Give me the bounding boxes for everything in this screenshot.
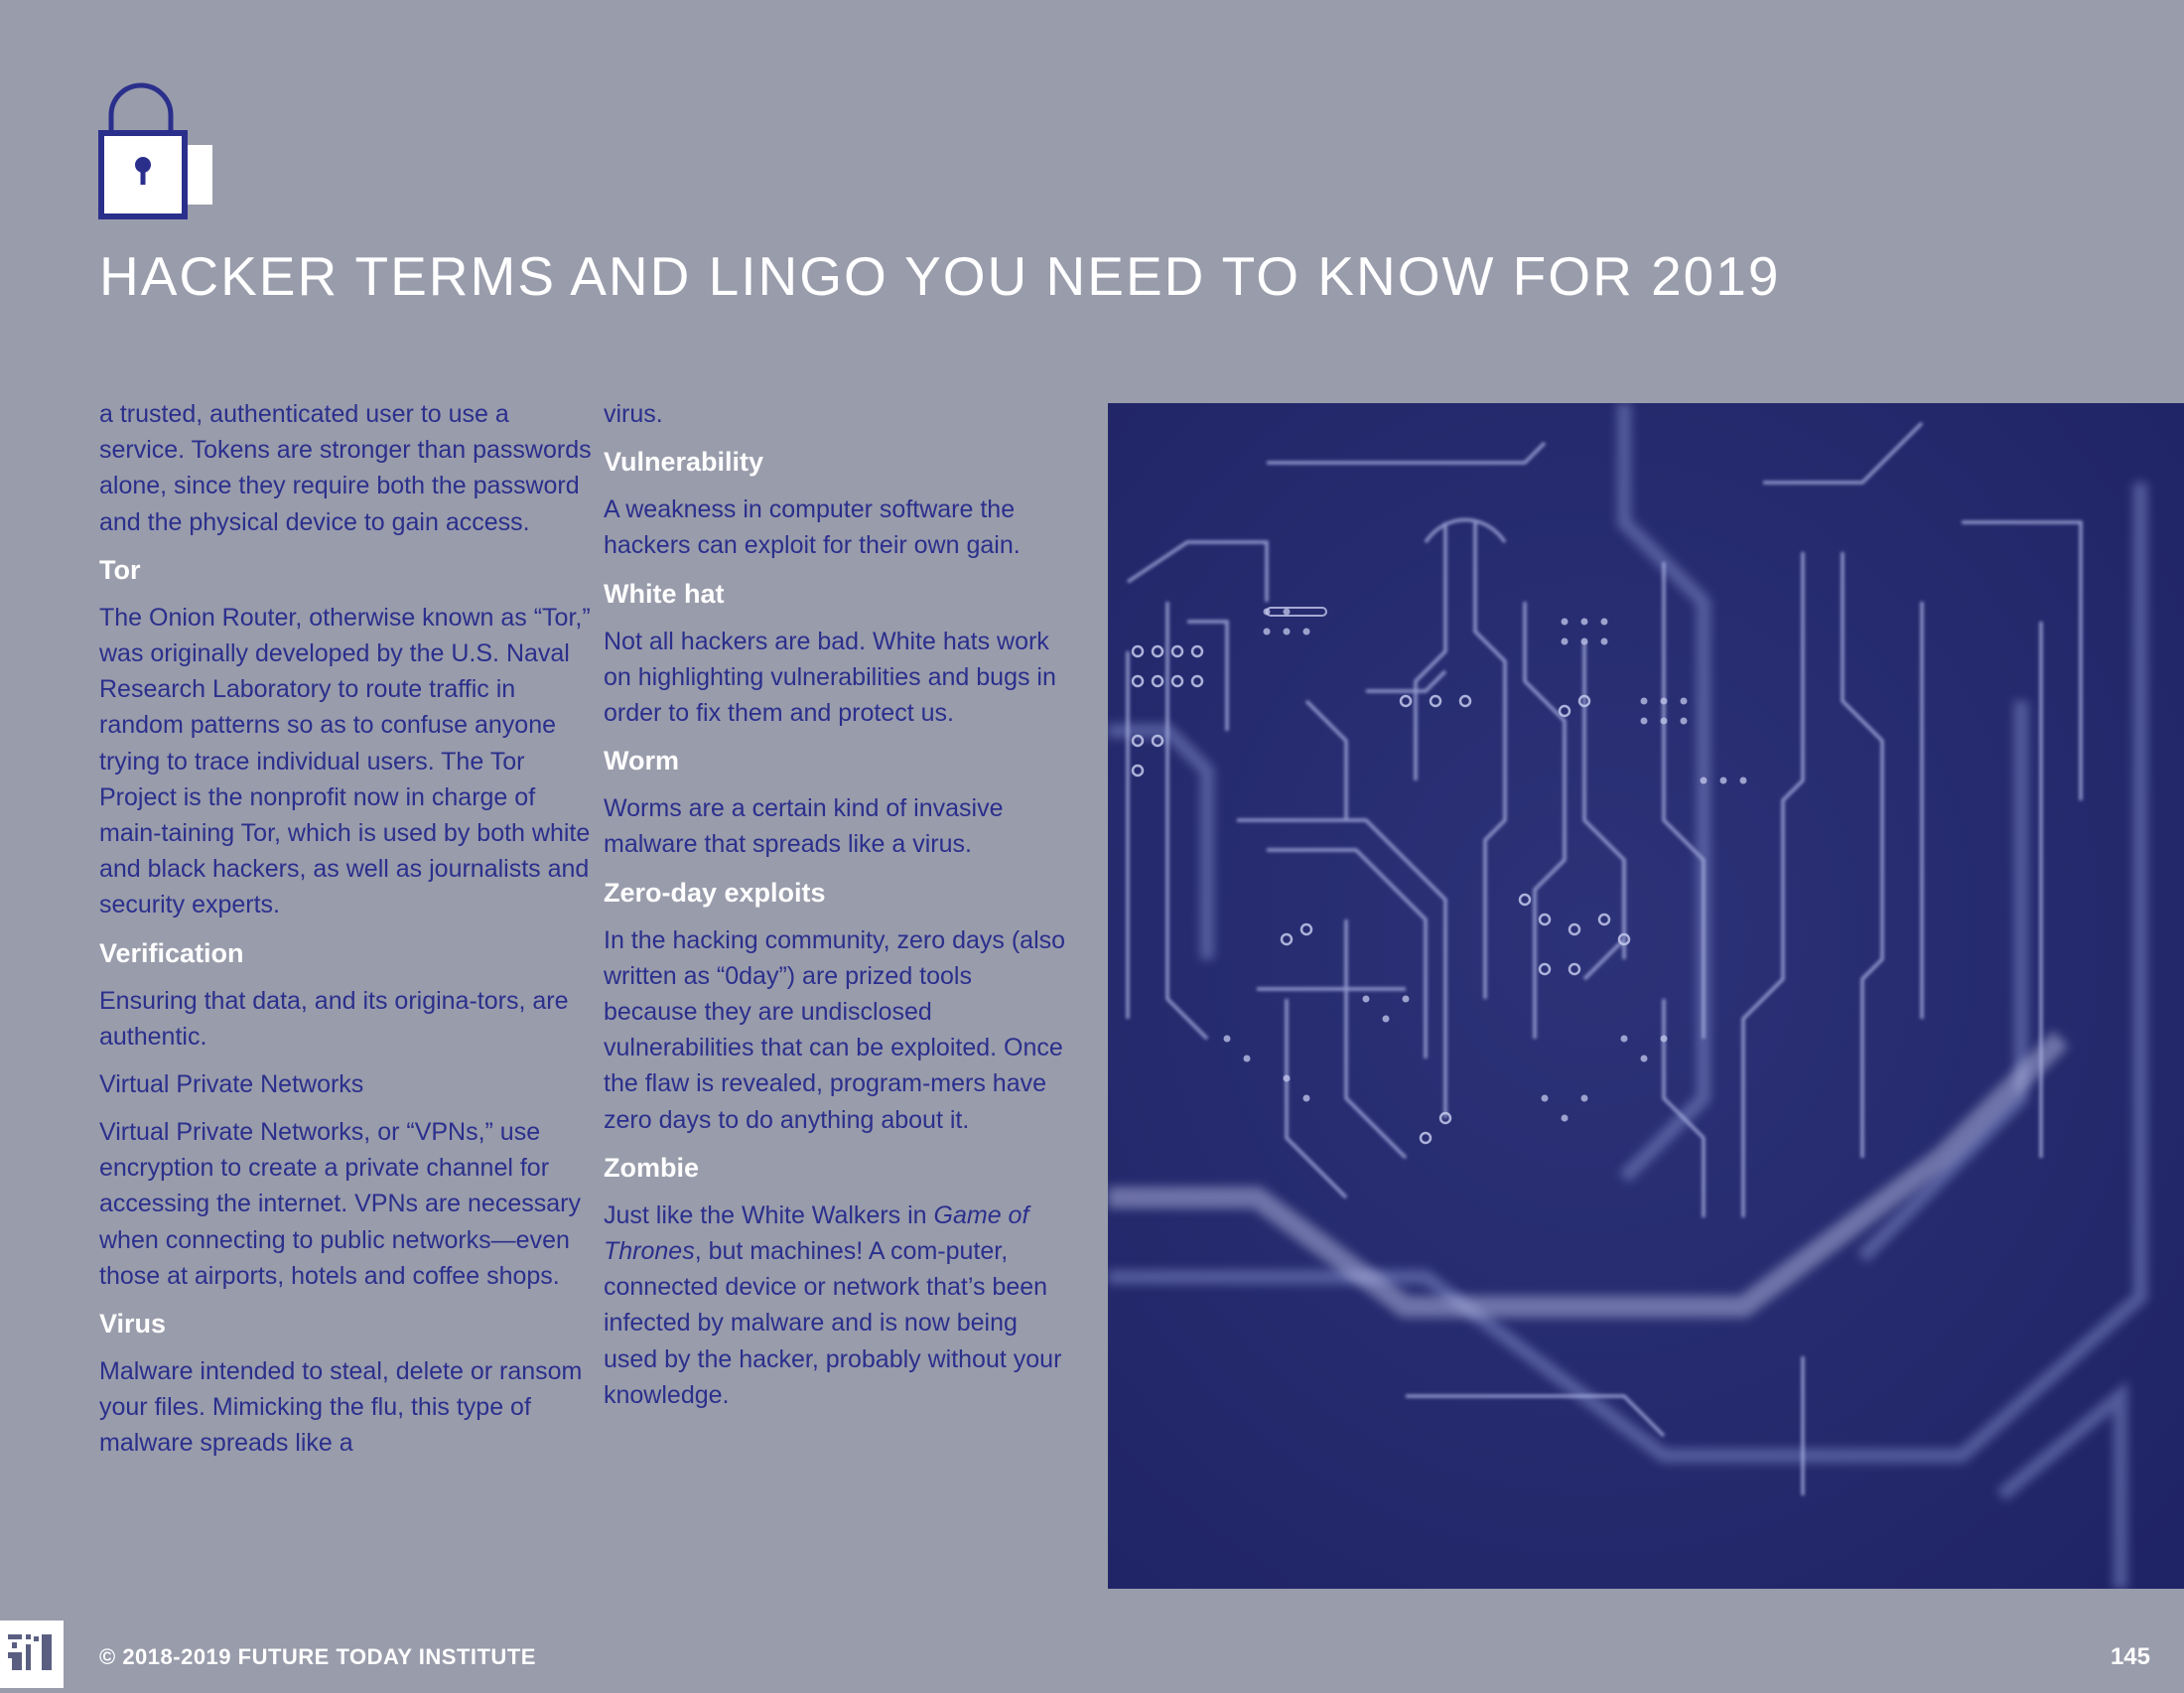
term-heading-tor: Tor (99, 554, 141, 585)
circuit-board-image (1108, 403, 2184, 1589)
token-continued-text: a trusted, authenticated user to use a service. Tokens are stronger than passwords alone, since they require both the password and the physical device to gain access. (99, 400, 592, 536)
term-body-vpn: Virtual Private Networks, or “VPNs,” use encryption to create a private channel for accessing the internet. VPNs are necessary when connecting to public networks—even those at airports, hotels and coffee shops. (99, 1118, 581, 1290)
text-column-1 (99, 396, 596, 1474)
term-body-vulnerability: A weakness in computer software the hackers can exploit for their own gain. (604, 495, 1021, 560)
term-heading-verification: Verification (99, 937, 244, 968)
term-body-verification: Ensuring that data, and its origina-tors, are authentic. (99, 986, 569, 1051)
fti-logo-icon (0, 1621, 64, 1688)
term-heading-zombie: Zombie (604, 1152, 700, 1183)
zombie-text-italic: Game of Thrones (604, 1200, 1029, 1266)
page-title: HACKER TERMS AND LINGO YOU NEED TO KNOW FOR 2019 (99, 245, 1781, 307)
text-column-2 (604, 396, 1070, 1425)
term-body-virus: Malware intended to steal, delete or ransom your files. Mimicking the flu, this type of malware spreads like a (99, 1357, 583, 1458)
virus-continued-text: virus. (604, 400, 663, 428)
term-heading-vpn: Virtual Private Networks (99, 1070, 364, 1099)
page-number: 145 (2110, 1643, 2150, 1670)
term-body-zero-day: In the hacking community, zero days (also written as “0day”) are prized tools because they are undisclosed vulnerabilities that can be exploited. Once the flaw is revealed, program-mers have zero days to do anything about it. (604, 925, 1066, 1134)
term-heading-white-hat: White hat (604, 578, 725, 609)
zombie-text-post: , but machines! A com-puter, connected device or network that’s been infected by malware and is now being used by the hacker, probably without your knowledge. (604, 1237, 1062, 1409)
footer-copyright: © 2018-2019 FUTURE TODAY INSTITUTE (99, 1644, 536, 1669)
term-body-worm: Worms are a certain kind of invasive malware that spreads like a virus. (604, 794, 1004, 859)
term-body-white-hat: Not all hackers are bad. White hats work on highlighting vulnerabilities and bugs in order to fix them and protect us. (604, 627, 1056, 728)
term-body-tor: The Onion Router, otherwise known as “Tor,” was originally developed by the U.S. Naval Research Laboratory to route traffic in random patterns so as to confuse anyone trying to trace individual users. The Tor Project is the nonprofit now in charge of main-taining Tor, which is used by both white and black hackers, as well as journalists and security experts. (99, 603, 591, 919)
zombie-text-pre: Just like the White Walkers in (604, 1200, 934, 1229)
term-heading-worm: Worm (604, 746, 680, 776)
term-heading-virus: Virus (99, 1309, 167, 1340)
term-heading-zero-day: Zero-day exploits (604, 877, 826, 908)
term-heading-vulnerability: Vulnerability (604, 447, 764, 478)
lock-icon (95, 81, 218, 220)
term-body-zombie (604, 1198, 1070, 1413)
